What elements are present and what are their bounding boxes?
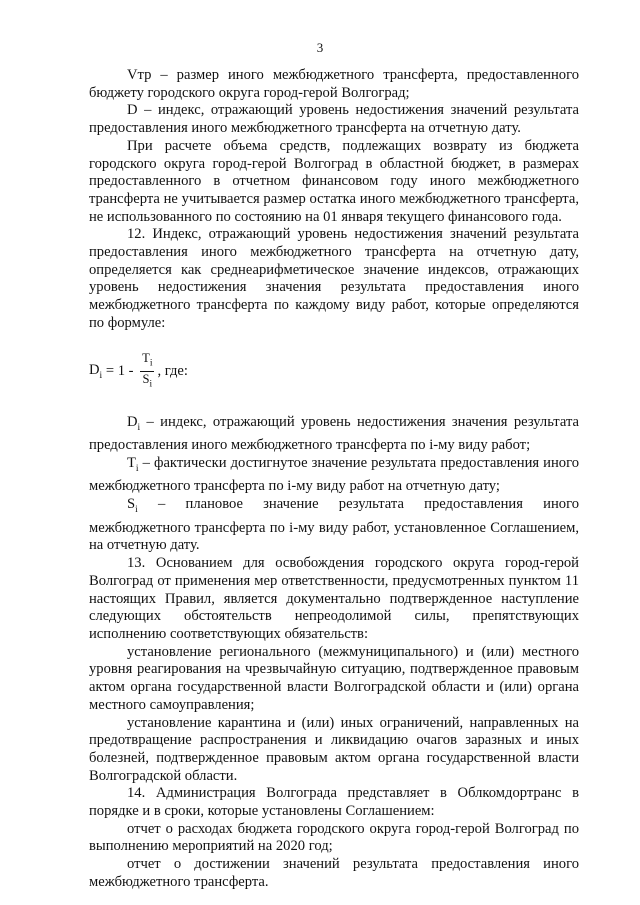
paragraph-12: 12. Индекс, отражающий уровень недостижения значений результата предоставления иного межбюджетного трансферта на отчетную дату, определяется как среднеарифметическое значение индексов, отражающих уровень недостижения значения результата предоставления иного межбюджетного трансферта по каждому виду работ, которые определяются по формуле: (89, 226, 579, 331)
paragraph-13-item-2: установление карантина и (или) иных ограничений, направленных на предотвращение распространения и ликвидацию очагов заразных и иных болезней, подтвержденное правовым актом органа государственной власти Волгоградской области. (89, 714, 579, 784)
paragraph-calculation-note: При расчете объема средств, подлежащих возврату из бюджета городского округа город-герой Волгоград в областной бюджет, в размерах предоставленного в отчетном финансовом году иного межбюджетного трансферта не учитывается размер остатка иного межбюджетного трансферта, не использованного по состоянию на 01 января текущего финансового года. (89, 137, 579, 225)
formula-fraction (140, 351, 154, 393)
document-body (89, 67, 579, 892)
paragraph-14-item-1: отчет о расходах бюджета городского округа город-герой Волгоград по выполнению мероприятий на 2020 год; (89, 820, 579, 855)
definition-ti: $T_i$ – фактически достигнутое значение результата предоставления иного межбюджетного трансферта по i-му виду работ на отчетную дату; (89, 454, 579, 495)
formula-tail: , где: (157, 363, 188, 380)
index-formula (89, 352, 579, 392)
definition-di: $D_i$ – индекс, отражающий уровень недостижения значения результата предоставления иного межбюджетного трансферта по i-му виду работ; (89, 413, 579, 454)
paragraph-14-item-2: отчет о достижении значений результата предоставления иного межбюджетного трансферта. (89, 856, 579, 890)
formula-middle: = 1 - (102, 363, 138, 380)
formula-denominator: $S_i$ (142, 372, 153, 390)
paragraph-vtr-definition: Vтр – размер иного межбюджетного трансферта, предоставленного бюджету городского округа город-герой Волгоград; (89, 67, 579, 101)
paragraph-d-definition: D – индекс, отражающий уровень недостижения значений результата предоставления иного межбюджетного трансферта на отчетную дату. (89, 102, 579, 137)
paragraph-13-item-1: установление регионального (межмуниципального) и (или) местного уровня реагирования на чрезвычайную ситуацию, подтвержденное правовым актом органа государственной власти Волгоградской области и (или) органа местного самоуправления; (89, 643, 579, 713)
formula-numerator: $T_i$ (140, 351, 154, 373)
paragraph-13: 13. Основанием для освобождения городского округа город-герой Волгоград от применения мер ответственности, предусмотренных пунктом 11 настоящих Правил, является документально подтвержденное наступление следующих обстоятельств непреодолимой силы, препятствующих исполнению соответствующих обязательств: (89, 555, 579, 642)
paragraph-14: 14. Администрация Волгограда представляет в Облкомдортранс в порядке и в сроки, которые установлены Соглашением: (89, 785, 579, 820)
formula-lhs: $D_i$ (89, 362, 103, 381)
page-number: 3 (316, 40, 324, 55)
definition-si: $S_i$ – плановое значение результата предоставления иного межбюджетного трансферта по i-му виду работ, установленное Соглашением, на отчетную дату. (89, 496, 579, 554)
